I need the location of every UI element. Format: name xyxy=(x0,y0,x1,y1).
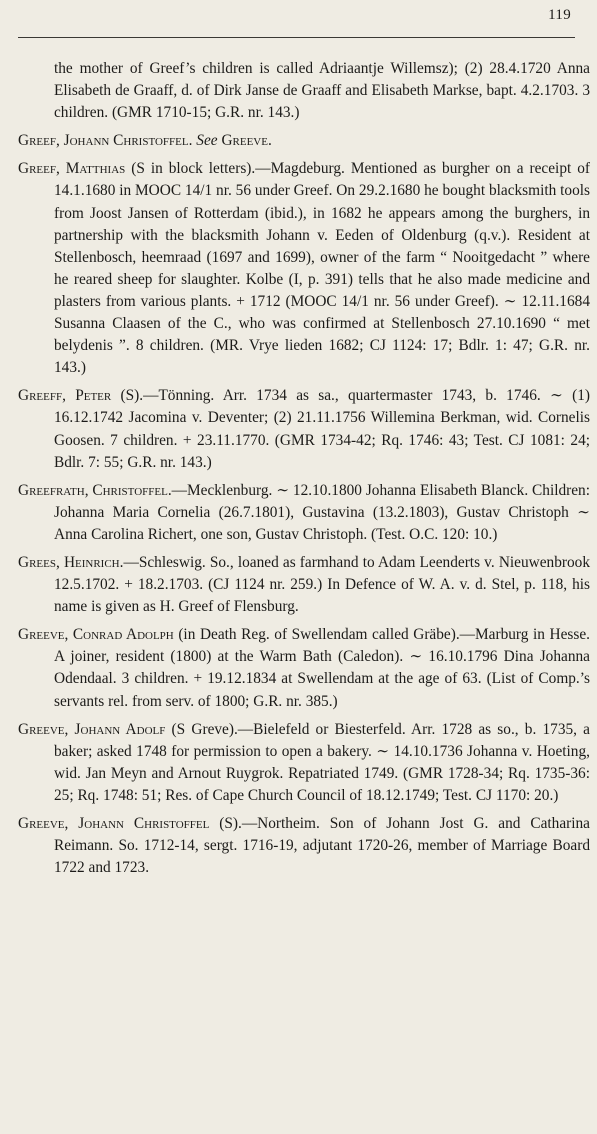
entry-body: (S in block letters).—Magdeburg. Mentioned as burgher on a receipt of 14.1.1680 in MOOC 14/1 nr. 56 under Greef. On 29.2.1680 he bought blacksmith tools from Joost Jansen of Rotterdam (ibid.), in 1682 he appears among the burghers, in partnership with the blacksmith Johann v. Eeden of Oldenburg (q.v.). Resident at Stellenbosch, heemraad (1697 and 1699), owner of the farm “ Nooitgedacht ” where he reared sheep for slaughter. Kolbe (I, p. 391) tells that he also made medicine and plasters from various plants. + 1712 (MOOC 14/1 nr. 56 under Greef). ∼ 12.11.1684 Susanna Claasen of the C., who was confirmed at Stellenbosch 27.10.1690 “ met belydenis ”. 8 children. (MR. Vrye lieden 1682; CJ 1124: 17; Bdlr. 1: 47; G.R. nr. 143.) xyxy=(54,160,591,377)
entry-greeff-peter xyxy=(18,385,590,473)
entry-head: Greeve, Conrad Adolph xyxy=(18,626,174,644)
header-rule xyxy=(18,37,575,38)
entry-head: Greef, Matthias xyxy=(18,160,126,178)
entry-greef-matthias xyxy=(18,158,590,379)
entry-greef-johann-christoffel xyxy=(18,130,590,152)
entry-head: Greeve, Johann Christoffel xyxy=(18,815,210,832)
entry-see: See xyxy=(196,132,218,150)
entry-body: (S).—Northeim. Son of Johann Jost G. and Catharina Reimann. So. 1712-14, sergt. 1716-19, adjutant 1720-26, member of Marriage Board 1722 and 1723. xyxy=(54,815,590,877)
entry-head: Grees, Heinrich. xyxy=(18,553,124,571)
entry-body: —Schleswig. So., loaned as farmhand to Adam Leenderts v. Nieuwenbrook 12.5.1702. + 18.2.1703. (CJ 1124 nr. 259.) In Defence of W. A. v. d. Stel, p. 118, his name is given as H. Greef of Flensburg. xyxy=(54,553,590,616)
entry-greeve-johann-christoffel xyxy=(18,813,590,879)
entry-body: —Mecklenburg. ∼ 12.10.1800 Johanna Elisabeth Blanck. Children: Johanna Maria Cornelia (26.7.1801), Gustavina (13.2.1803), Gustav Christoph ∼ Anna Carolina Richert, one son, Gustav Christoph. (Test. O.C. 120: 10.) xyxy=(54,481,590,543)
entry-head: Greeff, Peter xyxy=(18,387,112,405)
entry-head: Greef, Johann Christoffel. xyxy=(18,132,193,150)
entry-body: (S Greve).—Bielefeld or Biesterfeld. Arr. 1728 as so., b. 1735, a baker; asked 1748 for permission to open a bakery. ∼ 14.10.1736 Johanna v. Hoeting, wid. Jan Meyn and Arnout Ruygrok. Repatriated 1749. (GMR 1728-34; Rq. 1735-36: 25; Rq. 1748: 51; Res. of Cape Church Council of 18.12.1749; Test. CJ 1170: 20.) xyxy=(54,720,590,804)
entry-body: (S).—Tönning. Arr. 1734 as sa., quartermaster 1743, b. 1746. ∼ (1) 16.12.1742 Jacomina v. Deventer; (2) 21.11.1756 Willemina Berkman, wid. Cornelis Goosen. 7 children. + 23.11.1770. (GMR 1734-42; Rq. 1746: 43; Test. CJ 1081: 24; Bdlr. 7: 55; G.R. nr. 143.) xyxy=(54,387,590,471)
entry-head: Greefrath, Christoffel. xyxy=(18,481,172,499)
entry-grees-heinrich xyxy=(18,552,590,618)
entry-continued xyxy=(18,58,590,124)
entry-head: Greeve, Johann Adolf xyxy=(18,720,166,738)
page-number: 119 xyxy=(548,7,571,23)
entry-greeve-johann-adolf xyxy=(18,719,590,807)
entry-list xyxy=(18,58,590,885)
entry-greefrath-christoffel xyxy=(18,480,590,546)
entry-greeve-conrad-adolph xyxy=(18,624,590,712)
entry-cross-reference: Greeve. xyxy=(221,132,272,150)
entry-body: the mother of Greef’s children is called Adriaantje Willemsz); (2) 28.4.1720 Anna Elisabeth de Graaff, d. of Dirk Janse de Graaff and Elisabeth Markse, bapt. 4.2.1703. 3 children. (GMR 1710-15; G.R. nr. 143.) xyxy=(54,60,590,122)
entry-body: (in Death Reg. of Swellendam called Gräbe).—Marburg in Hesse. A joiner, resident (1800) at the Warm Bath (Caledon). ∼ 16.10.1796 Dina Johanna Odendaal. 3 children. + 19.12.1834 at Swellendam at the age of 63. (List of Comp.’s servants rel. from serv. of 1800; G.R. nr. 385.) xyxy=(54,626,590,710)
